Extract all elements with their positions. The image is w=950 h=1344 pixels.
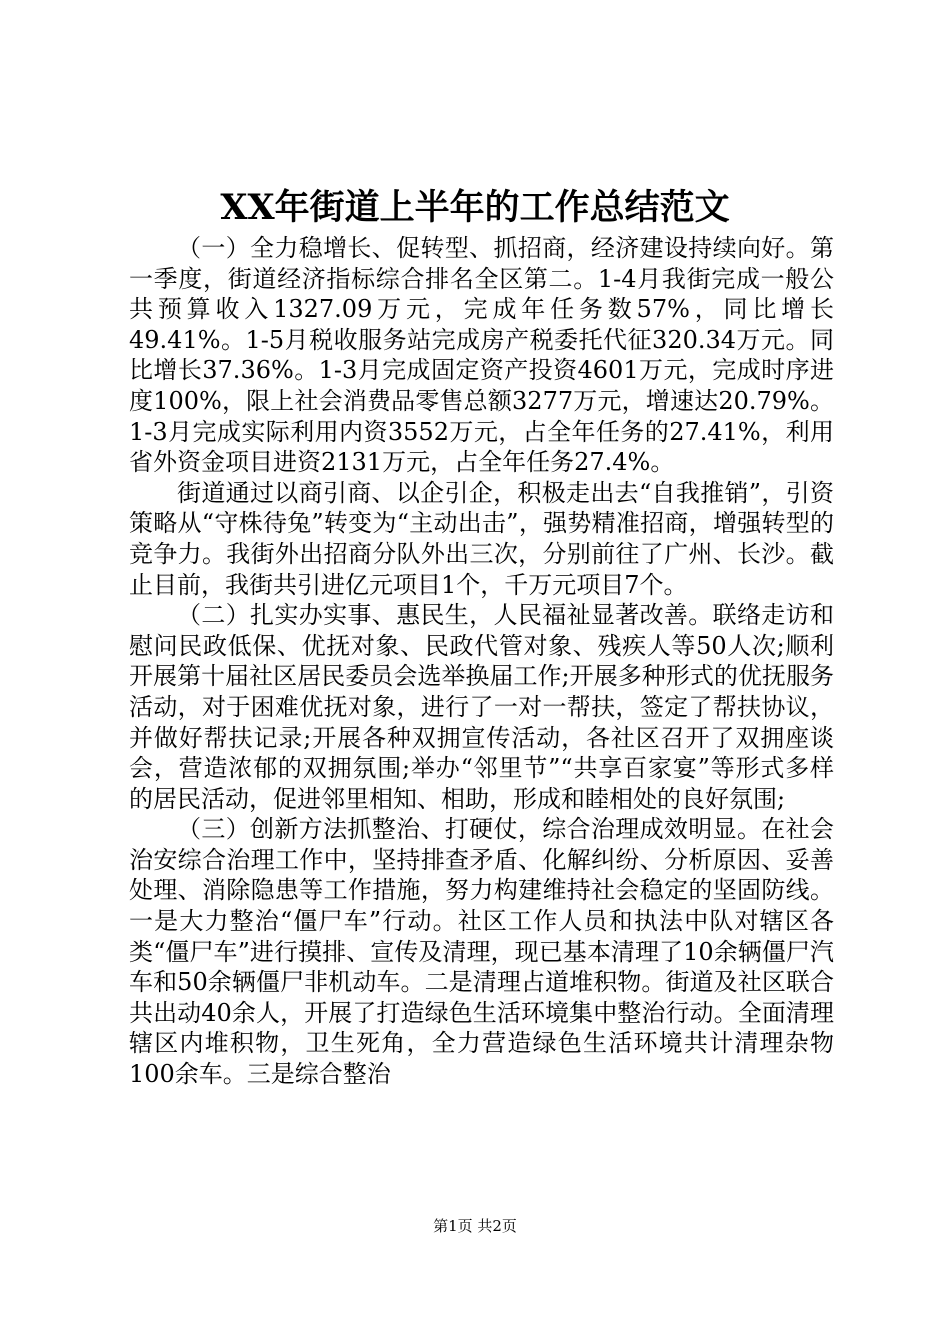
- page-title: XX年街道上半年的工作总结范文: [220, 187, 730, 228]
- paragraph-investment: 街道通过以商引商、以企引企，积极走出去“自我推销”，引资策略从“守株待兔”转变为“主动出击”，强势精准招商，增强转型的竞争力。我街外出招商分队外出三次，分别前往了广州、长沙。截止目前，我街共引进亿元项目1个，千万元项目7个。: [129, 478, 834, 599]
- document-body: [129, 233, 834, 1090]
- paragraph-livelihood: （二）扎实办实事、惠民生，人民福祉显著改善。联络走访和慰问民政低保、优抚对象、民政代管对象、残疾人等50人次;顺利开展第十届社区居民委员会选举换届工作;开展多种形式的优抚服务活动，对于困难优抚对象，进行了一对一帮扶，签定了帮扶协议，并做好帮扶记录;开展各种双拥宣传活动，各社区召开了双拥座谈会，营造浓郁的双拥氛围;举办“邻里节”“共享百家宴”等形式多样的居民活动，促进邻里相知、相助，形成和睦相处的良好氛围;: [129, 601, 834, 813]
- paragraph-governance: （三）创新方法抓整治、打硬仗，综合治理成效明显。在社会治安综合治理工作中，坚持排查矛盾、化解纠纷、分析原因、妥善处理、消除隐患等工作措施，努力构建维持社会稳定的坚固防线。一是大力整治“僵尸车”行动。社区工作人员和执法中队对辖区各类“僵尸车”进行摸排、宣传及清理，现已基本清理了10余辆僵尸汽车和50余辆僵尸非机动车。二是清理占道堆积物。街道及社区联合共出动40余人，开展了打造绿色生活环境集中整治行动。全面清理辖区内堆积物，卫生死角，全力营造绿色生活环境共计清理杂物100余车。三是综合整治: [129, 815, 834, 1089]
- paragraph-economy: （一）全力稳增长、促转型、抓招商，经济建设持续向好。第一季度，街道经济指标综合排名全区第二。1-4月我街完成一般公共预算收入1327.09万元，完成年任务数57%，同比增长49.41%。1-5月税收服务站完成房产税委托代征320.34万元。同比增长37.36%。1-3月完成固定资产投资4601万元，完成时序进度100%，限上社会消费品零售总额3277万元，增速达20.79%。1-3月完成实际利用内资3552万元，占全年任务的27.41%，利用省外资金项目进资2131万元，占全年任务27.4%。: [129, 234, 834, 477]
- page-footer: 第1页 共2页: [433, 1217, 517, 1235]
